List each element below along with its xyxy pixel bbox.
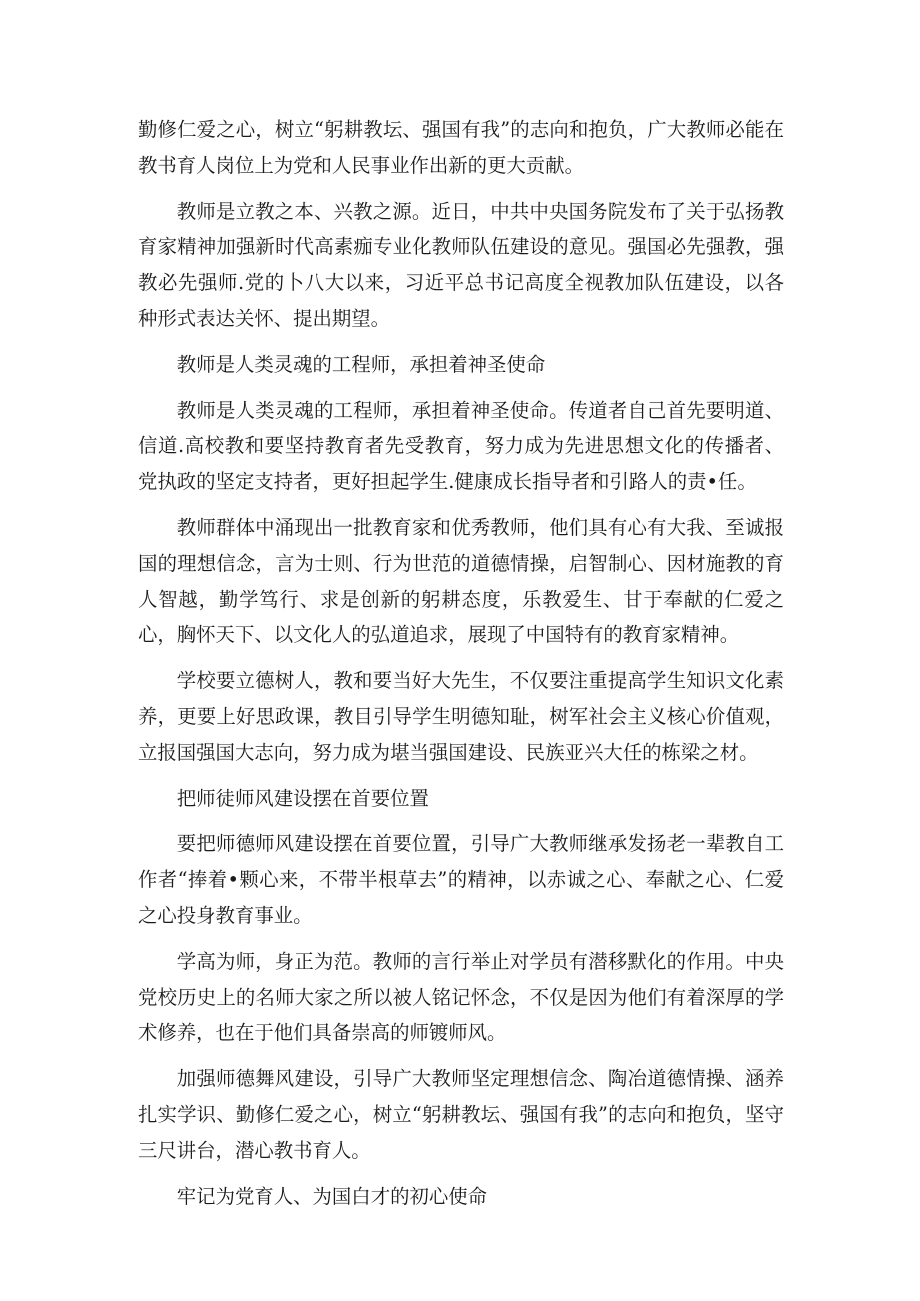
paragraph-6: 要把师德师风建设摆在首要位置，引导广大教师继承发扬老一辈教自工作者“捧着•颗心来，不带半根草去”的精神，以赤诚之心、奉献之心、仁爱之心投身教育事业。 [138, 832, 784, 927]
paragraph-7: 学高为师，身正为范。教师的言行举止对学员有潜移默化的作用。中央党校历史上的名师大家之所以被人铭记怀念，不仅是因为他们有着深厚的学术修养，也在于他们具备崇高的师镀师风。 [138, 949, 784, 1045]
section-heading-1: 教师是人类灵魂的工程师，承担着神圣使命 [176, 352, 546, 376]
document-body [138, 112, 784, 1224]
paragraph-8: 加强师德舞风建设，引导广大教师坚定理想信念、陶冶道德情操、涵养扎实学识、勤修仁爱之心，树立“躬耕教坛、强国有我”的志向和抱负，坚守三尺讲台，潜心教书育人。 [138, 1067, 784, 1162]
section-heading-2: 把师徒师风建设摆在首要位置 [176, 786, 429, 810]
section-heading-3: 牢记为党育人、为国白才的初心使命 [176, 1184, 488, 1208]
paragraph-4: 教师群体中涌现出一批教育家和优秀教师，他们具有心有大我、至诚报国的理想信念，言为士则、行为世范的道德情操，启智制心、因材施教的育人智越，勤学笃行、求是创新的躬耕态度，乐教爱生、甘于奉献的仁爱之心，胸怀天下、以文化人的弘道追求，展现了中国特有的教育家精神。 [138, 515, 784, 647]
paragraph-5: 学校要立德树人，教和要当好大先生，不仅要注重提高学生知识文化素养，更要上好思政课，教目引导学生明德知耻，树军社会主义核心价值观，立报国强国大志向，努力成为堪当强国建设、民族亚兴大任的栋梁之材。 [138, 669, 784, 764]
paragraph-3: 教师是人类灵魂的工程师，承担着神圣使命。传道者自己首先要明道、信道.高校教和要坚持教育者先受教育，努力成为先进思想文化的传播者、党执政的坚定支持者，更好担起学生.健康成长指导者和引路人的责•任。 [138, 398, 784, 494]
paragraph-2: 教师是立教之本、兴教之源。近日，中共中央国务院发布了关于弘扬教育家精神加强新时代高素痂专业化教师队伍建设的意见。强国必先强教，强教必先强师.党的卜八大以来，习近平总书记高度全视教加队伍建设，以各种形式表达关怀、提出期望。 [138, 199, 784, 330]
paragraph-1: 勤修仁爱之心，树立“躬耕教坛、强国有我”的志向和抱负，广大教师必能在教书育人岗位上为党和人民事业作出新的更大贡献。 [138, 118, 784, 177]
